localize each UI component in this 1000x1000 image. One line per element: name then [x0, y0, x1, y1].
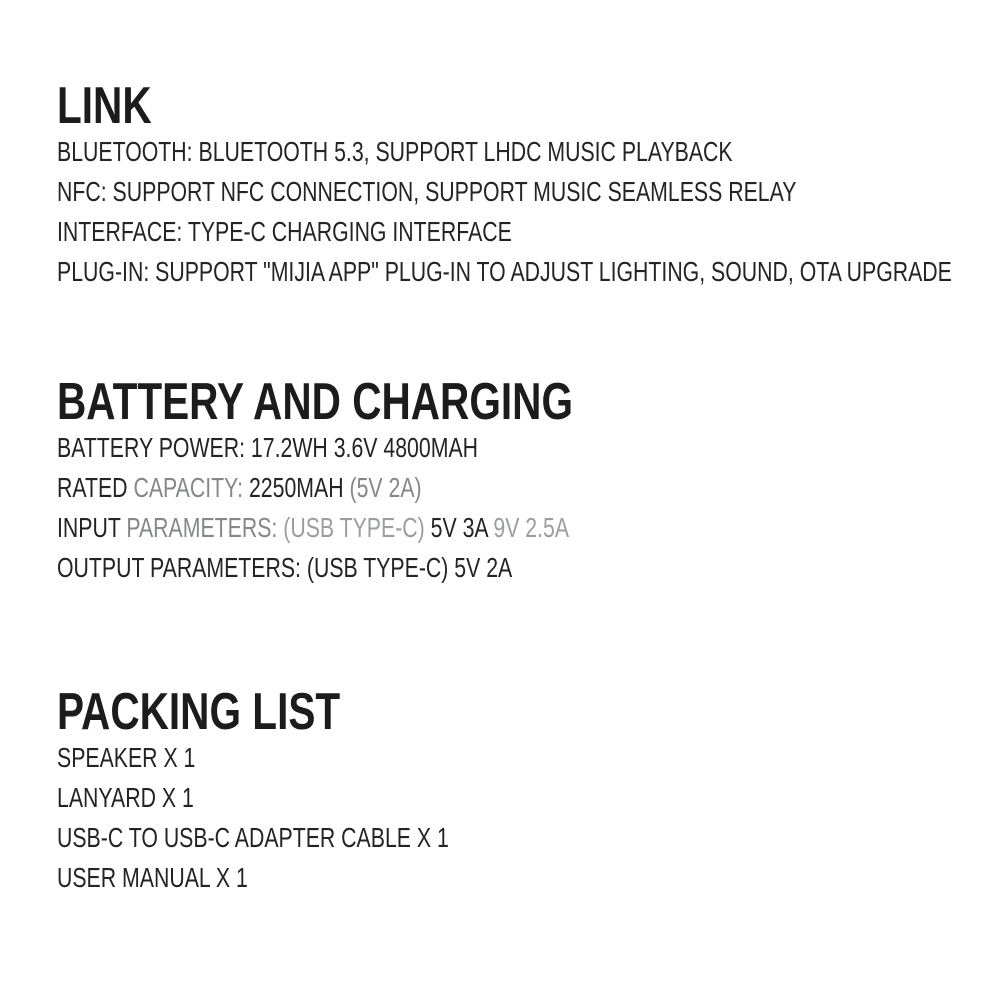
spec-line: [57, 738, 774, 778]
text-segment: (5V 2A): [349, 472, 422, 503]
spec-line: [57, 778, 774, 818]
section-title-packing-list: PACKING LIST: [57, 683, 341, 741]
text-segment: PARAMETERS:: [126, 512, 284, 543]
section-lines-link: [57, 132, 1000, 292]
section-battery-and-charging: [57, 373, 1000, 588]
text-segment: BLUETOOTH: BLUETOOTH 5.3, SUPPORT LHDC MUSIC PLAYBACK: [57, 136, 733, 167]
spec-line: [57, 252, 952, 292]
section-lines-battery-and-charging: [57, 428, 1000, 588]
section-title-battery-and-charging: BATTERY AND CHARGING: [57, 373, 574, 431]
spec-line: [57, 428, 774, 468]
text-segment: 5V 3A: [430, 512, 494, 543]
text-segment: NFC: SUPPORT NFC CONNECTION, SUPPORT MUSIC SEAMLESS RELAY: [57, 176, 797, 207]
section-link: [57, 77, 1000, 292]
section-lines-packing-list: [57, 738, 1000, 898]
spec-line: [57, 818, 774, 858]
text-segment: CAPACITY:: [133, 472, 249, 503]
spec-line: [57, 548, 774, 588]
text-segment: OUTPUT PARAMETERS: (USB TYPE-C) 5V 2A: [57, 552, 513, 583]
text-segment: BATTERY POWER: 17.2WH 3.6V 4800MAH: [57, 432, 479, 463]
spec-line: [57, 132, 774, 172]
text-segment: SPEAKER X 1: [57, 742, 196, 773]
text-segment: 2250MAH: [248, 472, 350, 503]
spec-line: [57, 468, 774, 508]
spec-line: [57, 212, 774, 252]
spec-document: [57, 77, 1000, 898]
spec-line: [57, 858, 774, 898]
section-packing-list: [57, 683, 1000, 898]
spec-line: [57, 172, 797, 212]
text-segment: RATED: [57, 472, 134, 503]
text-segment: USB-C TO USB-C ADAPTER CABLE X 1: [57, 822, 449, 853]
text-segment: (USB TYPE-C): [283, 512, 431, 543]
text-segment: USER MANUAL X 1: [57, 862, 248, 893]
text-segment: 9V 2.5A: [493, 512, 570, 543]
text-segment: INPUT: [57, 512, 127, 543]
text-segment: LANYARD X 1: [57, 782, 194, 813]
text-segment: PLUG-IN: SUPPORT "MIJIA APP" PLUG-IN TO ADJUST LIGHTING, SOUND, OTA UPGRADE: [57, 256, 952, 287]
section-title-link: LINK: [57, 77, 152, 135]
spec-line: [57, 508, 774, 548]
text-segment: INTERFACE: TYPE-C CHARGING INTERFACE: [57, 216, 512, 247]
